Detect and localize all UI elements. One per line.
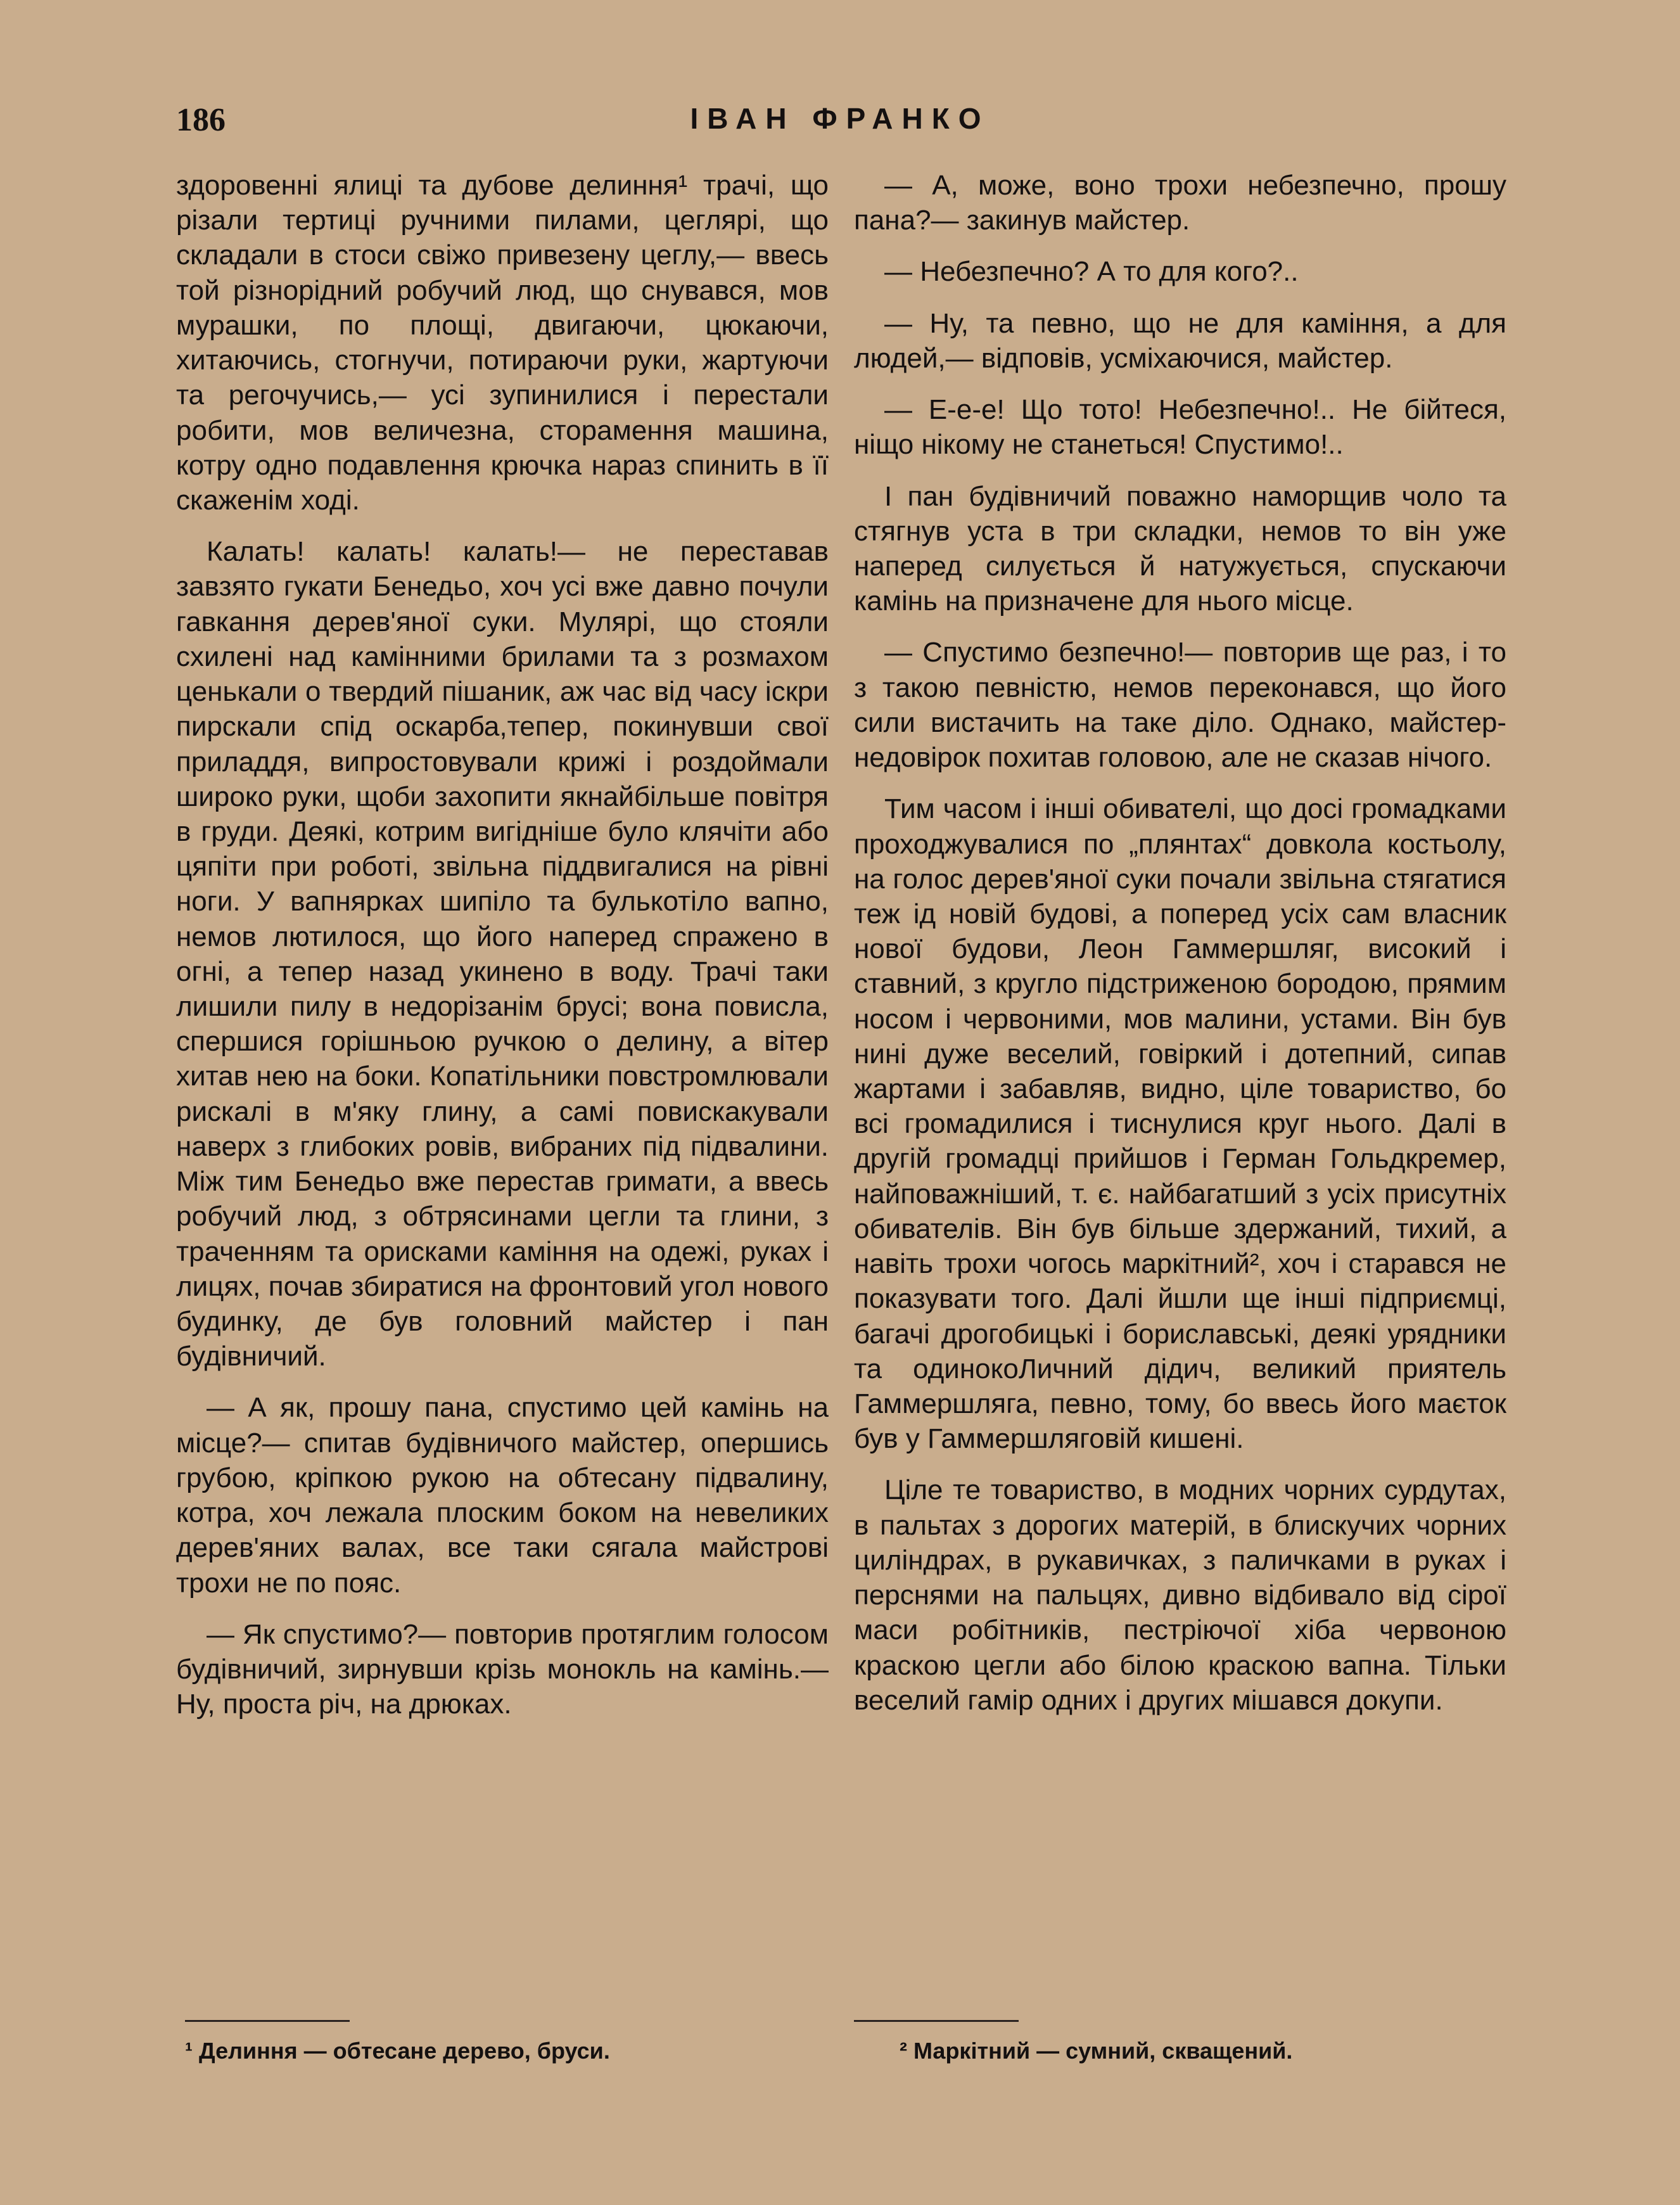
paragraph: — Небезпечно? А то для кого?..	[884, 256, 1299, 288]
footnote-right: ² Маркітний — сумний, скващений.	[900, 2038, 1293, 2064]
paragraph: — Е-е-е! Що тото! Небезпечно!.. Не бійтеся, ніщо нікому не станеться! Спустимо!..	[854, 394, 1506, 461]
running-title: ІВАН ФРАНКО	[690, 102, 990, 135]
paragraph: — Ну, та певно, що не для каміння, а для людей,— відповів, усміхаючися, майстер.	[854, 307, 1506, 374]
paragraph: — А, може, воно трохи небезпечно, прошу пана?— закинув майстер.	[854, 170, 1506, 236]
page-number: 186	[176, 102, 226, 138]
paragraph: — Як спустимо?— повторив протяглим голосом будівничий, зирнувши крізь монокль на камінь.— Ну, проста річ, на дрюках.	[176, 1618, 829, 1720]
paragraph: — Спустимо безпечно!— повторив ще раз, і то з такою певністю, немов переконався, що його сили вистачить на таке діло. Однако, майстер-недовірок похитав головою, але не сказав нічого.	[854, 637, 1506, 774]
paragraph: Калать! калать! калать!— не переставав завзято гукати Бенедьо, хоч усі вже давно почули гавкання дерев'яної суки. Мулярі, що стояли схилені над камінними брилами та з розмахом ценькали о твердий пішаник, аж час від часу іскри пирскали спід оскарба,тепер, покинувши свої приладдя, випростовували крижі і роздоймали широко руки, щоби захопити якнайбільше повітря в груди. Деякі, котрим вигідніше було клячіти або цяпіти при роботі, звільна піддвигалися на рівні ноги. У вапнярках шипіло та булькотіло вапно, немов лютилося, що його наперед спражено в огні, а тепер назад укинено в воду. Трачі таки лишили пилу в недорізанім брусі; вона повисла, спершися горішньою ручкою о делину, а вітер хитав нею на боки. Копатільники повстромлювали рискалі в м'яку глину, а самі повискакували наверх з глибоких ровів, вибраних під підвалини. Між тим Бенедьо вже перестав гримати, а ввесь робучий люд, з обтрясинами цегли та глини, з траченням та орисками каміння на одежі, руках і лицях, почав збиратися на фронтовий угол нового будинку, де був головний майстер і пан будівничий.	[176, 536, 829, 1372]
page-header	[176, 101, 1504, 146]
paragraph: Ціле те товариство, в модних чорних сурдутах, в пальтах з дорогих матерій, в блискучих чорних циліндрах, в рукавичках, з паличками в руках і перснями на пальцях, дивно відбивало від сірої маси робітників, пестріючої хіба червоною краскою цегли або білою краскою вапна. Тільки веселий гамір одних і других мішався докупи.	[854, 1474, 1506, 1716]
footnote-left: ¹ Делиння — обтесане дерево, бруси.	[185, 2038, 610, 2064]
paragraph: здоровенні ялиці та дубове делиння¹ трачі, що різали тертиці ручними пилами, цеглярі, що складали в стоси свіжо привезену цеглу,— ввесь той різнорідний робучий люд, що снувався, мов мурашки, по площі, двигаючи, цюкаючи, хитаючись, стогнучи, потираючи руки, жартуючи та регочучись,— усі зупинилися і перестали робити, мов величезна, сторамення машина, котру одно подавлення крючка нараз спинить в її скаженім ході.	[176, 170, 829, 516]
right-column	[854, 168, 1506, 1734]
footnote-divider	[854, 2020, 1019, 2022]
paragraph: І пан будівничий поважно наморщив чоло та стягнув уста в три складки, немов то він уже наперед силується й натужується, спускаючи камінь на призначене для нього місце.	[854, 480, 1506, 617]
paragraph: Тим часом і інші обивателі, що досі громадками проходжувалися по „плянтах“ довкола костьолу, на голос дерев'яної суки почали звільна стягатися теж ід новій будові, а поперед усіх сам власник нової будови, Леон Гаммершляг, високий і ставний, з кругло підстриженою бородою, прямим носом і червоними, мов малини, устами. Він був нині дуже веселий, говіркий і дотепний, сипав жартами і забавляв, видно, ціле товариство, бо всі громадилися і тиснулися круг нього. Далі в другій громадці прийшов і Герман Гольдкремер, найповажніший, т. є. найбагатший з усіх присутніх обивателів. Він був більше здержаний, тихий, а навіть трохи чогось маркітний², хоч і старався не показувати того. Далі йшли ще інші підприємці, багачі дрогобицькі і бориславські, деякі урядники та одинокоЛичний дідич, великий приятель Гаммершляга, певно, тому, бо ввесь його маєток був у Гаммершляговій кишені.	[854, 793, 1506, 1455]
footnote-divider	[185, 2020, 350, 2022]
left-column	[176, 168, 829, 1738]
paragraph: — А як, прошу пана, спустимо цей камінь на місце?— спитав будівничого майстер, опершись грубою, кріпкою рукою на обтесану підвалину, котра, хоч лежала плоским боком на невеликих дерев'яних валах, все таки сягала майстрові трохи не по пояс.	[176, 1392, 829, 1599]
